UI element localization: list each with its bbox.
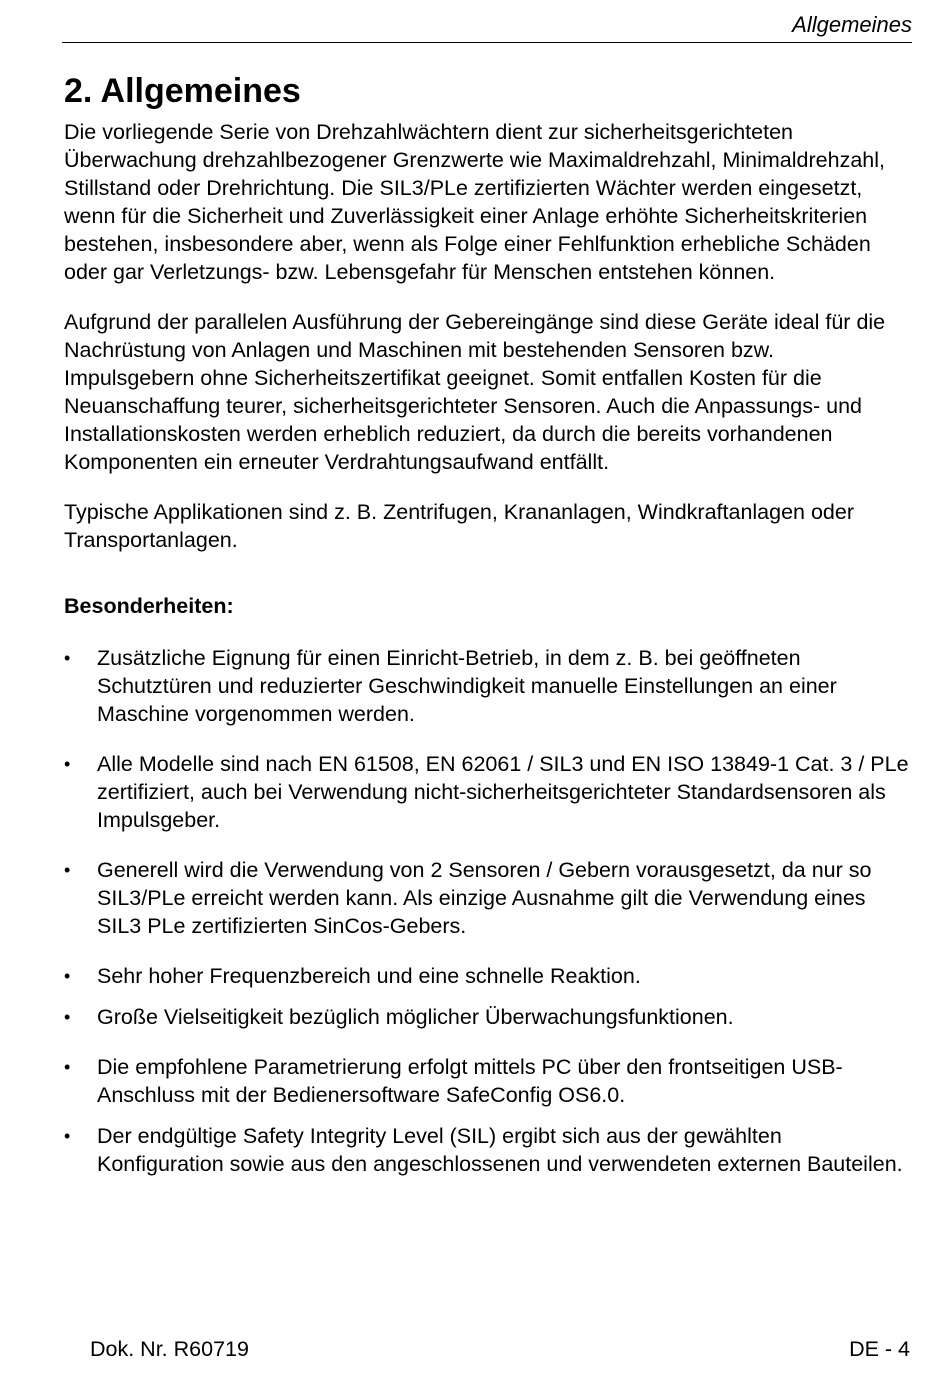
list-item-text: Generell wird die Verwendung von 2 Sensoren / Gebern vorausgesetzt, da nur so SIL3/PLe erreicht werden kann. Als einzige Ausnahme gilt die Verwendung eines SIL3 PLe zertifizierten SinCos-Gebers. [97, 858, 872, 938]
paragraph-intro: Die vorliegende Serie von Drehzahlwächtern dient zur sicherheitsgerichteten Überwachung drehzahlbezogener Grenzwerte wie Maximaldrehzahl, Minimaldrehzahl, Stillstand oder Drehrichtung. Die SIL3/PLe zertifizierten Wächter werden eingesetzt, wenn für die Sicherheit und Zuverlässigkeit einer Anlage erhöhte Sicherheitskriterien bestehen, insbesondere aber, wenn als Folge einer Fehlfunktion erhebliche Schäden oder gar Verletzungs- bzw. Lebensgefahr für Menschen entstehen können. [64, 120, 885, 284]
features-heading: Besonderheiten: [64, 594, 234, 618]
page-number: DE - 4 [849, 1337, 910, 1361]
list-item-text: Die empfohlene Parametrierung erfolgt mittels PC über den frontseitigen USB-Anschluss mit der Bedienersoftware SafeConfig OS6.0. [97, 1055, 843, 1107]
bullet-icon: • [64, 966, 71, 986]
page-title: 2. Allgemeines [64, 72, 301, 110]
list-item [64, 750, 910, 834]
list-item-text: Der endgültige Safety Integrity Level (SIL) ergibt sich aus der gewählten Konfiguration sowie aus den angeschlossenen und verwendeten externen Bauteilen. [97, 1124, 903, 1176]
list-item [64, 644, 910, 728]
list-item [64, 856, 910, 940]
header-section-label: Allgemeines [792, 12, 912, 37]
list-item-text: Alle Modelle sind nach EN 61508, EN 62061 / SIL3 und EN ISO 13849-1 Cat. 3 / PLe zertifiziert, auch bei Verwendung nicht-sicherheitsgerichteter Standardsensoren als Impulsgeber. [97, 752, 909, 832]
paragraph-retrofit: Aufgrund der parallelen Ausführung der Gebereingänge sind diese Geräte ideal für die Nachrüstung von Anlagen und Maschinen mit bestehenden Sensoren bzw. Impulsgebern ohne Sicherheitszertifikat geeignet. Somit entfallen Kosten für die Neuanschaffung teurer, sicherheitsgerichteter Sensoren. Auch die Anpassungs- und Installationskosten werden erheblich reduziert, da durch die bereits vorhandenen Komponenten ein erneuter Verdrahtungsaufwand entfällt. [64, 310, 886, 474]
list-item-text: Sehr hoher Frequenzbereich und eine schnelle Reaktion. [97, 964, 641, 988]
list-item [64, 962, 910, 990]
paragraph-applications: Typische Applikationen sind z. B. Zentrifugen, Krananlagen, Windkraftanlagen oder Transportanlagen. [64, 500, 855, 552]
bullet-icon: • [64, 1126, 71, 1146]
list-item-text: Große Vielseitigkeit bezüglich möglicher Überwachungsfunktionen. [97, 1005, 734, 1029]
bullet-icon: • [64, 1007, 71, 1027]
bullet-icon: • [64, 754, 71, 774]
page-header [62, 12, 912, 43]
bullet-icon: • [64, 860, 71, 880]
list-item [64, 1003, 910, 1031]
list-item [64, 1053, 910, 1109]
doc-number: Dok. Nr. R60719 [90, 1337, 249, 1361]
features-list [64, 644, 910, 1178]
bullet-icon: • [64, 1057, 71, 1077]
list-item [64, 1122, 910, 1178]
main-content [64, 70, 910, 1200]
bullet-icon: • [64, 648, 71, 668]
list-item-text: Zusätzliche Eignung für einen Einricht-Betrieb, in dem z. B. bei geöffneten Schutztüren und reduzierter Geschwindigkeit manuelle Einstellungen an einer Maschine vorgenommen werden. [97, 646, 837, 726]
